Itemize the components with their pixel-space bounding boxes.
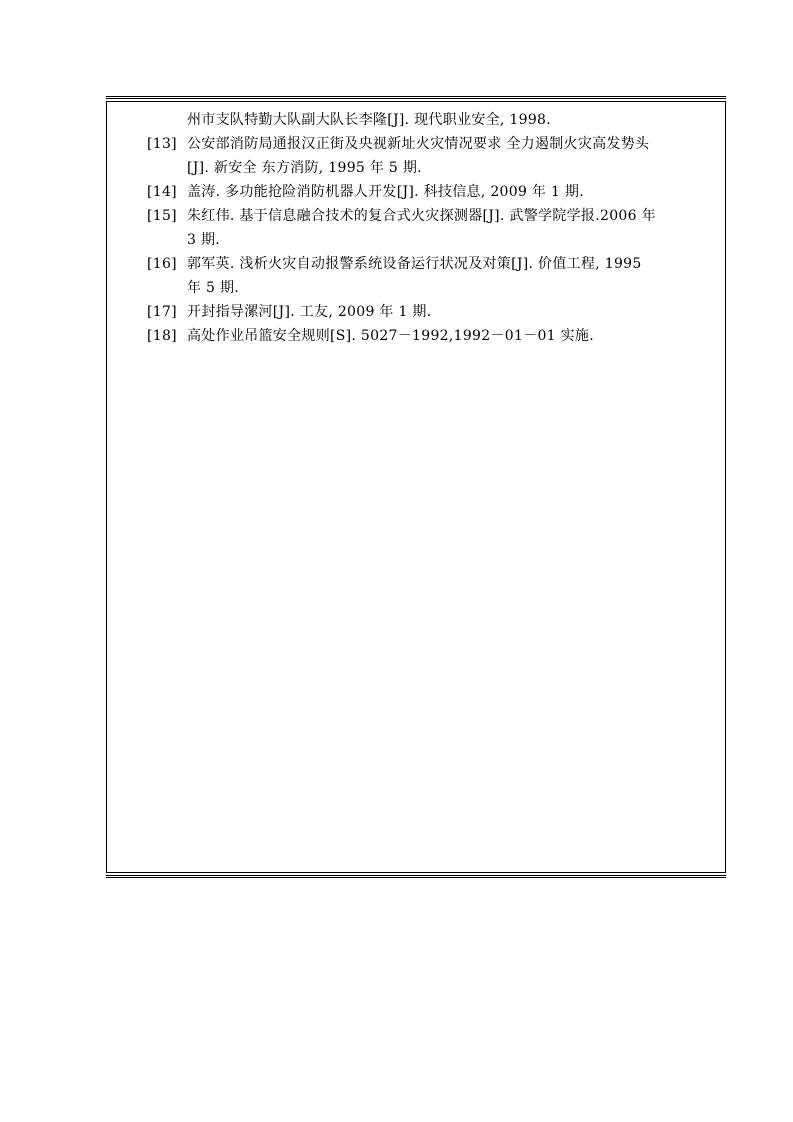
reference-number: [13] (147, 136, 177, 152)
reference-text: 高处作业吊篮安全规则[S]. 5027－1992,1992－01－01 实施. (187, 328, 594, 344)
reference-text: 3 期. (187, 232, 221, 248)
reference-line (147, 108, 723, 132)
reference-line (147, 300, 723, 324)
reference-line (147, 180, 723, 204)
reference-text: 公安部消防局通报汉正街及央视新址火灾情况要求 全力遏制火灾高发势头 (187, 136, 650, 152)
reference-text: 朱红伟. 基于信息融合技术的复合式火灾探测器[J]. 武警学院学报.2006 年 (187, 208, 656, 224)
reference-line (147, 228, 723, 252)
reference-line (147, 324, 723, 348)
reference-text: [J]. 新安全 东方消防, 1995 年 5 期. (187, 160, 422, 176)
reference-table-frame (106, 96, 726, 878)
reference-cell (106, 101, 726, 873)
reference-line (147, 252, 723, 276)
reference-number: [17] (147, 304, 177, 320)
reference-line (147, 156, 723, 180)
reference-text: 盖涛. 多功能抢险消防机器人开发[J]. 科技信息, 2009 年 1 期. (187, 184, 584, 200)
reference-text: 州市支队特勤大队副大队长李隆[J]. 现代职业安全, 1998. (187, 112, 552, 128)
reference-list (147, 108, 723, 348)
reference-text: 年 5 期. (187, 280, 240, 296)
reference-line (147, 276, 723, 300)
reference-line (147, 204, 723, 228)
reference-text: 开封指导漯河[J]. 工友, 2009 年 1 期. (187, 304, 432, 320)
reference-number: [16] (147, 256, 177, 272)
reference-text: 郭军英. 浅析火灾自动报警系统设备运行状况及对策[J]. 价值工程, 1995 (187, 256, 642, 272)
reference-number: [15] (147, 208, 177, 224)
reference-number: [18] (147, 328, 177, 344)
reference-number: [14] (147, 184, 177, 200)
reference-line (147, 132, 723, 156)
